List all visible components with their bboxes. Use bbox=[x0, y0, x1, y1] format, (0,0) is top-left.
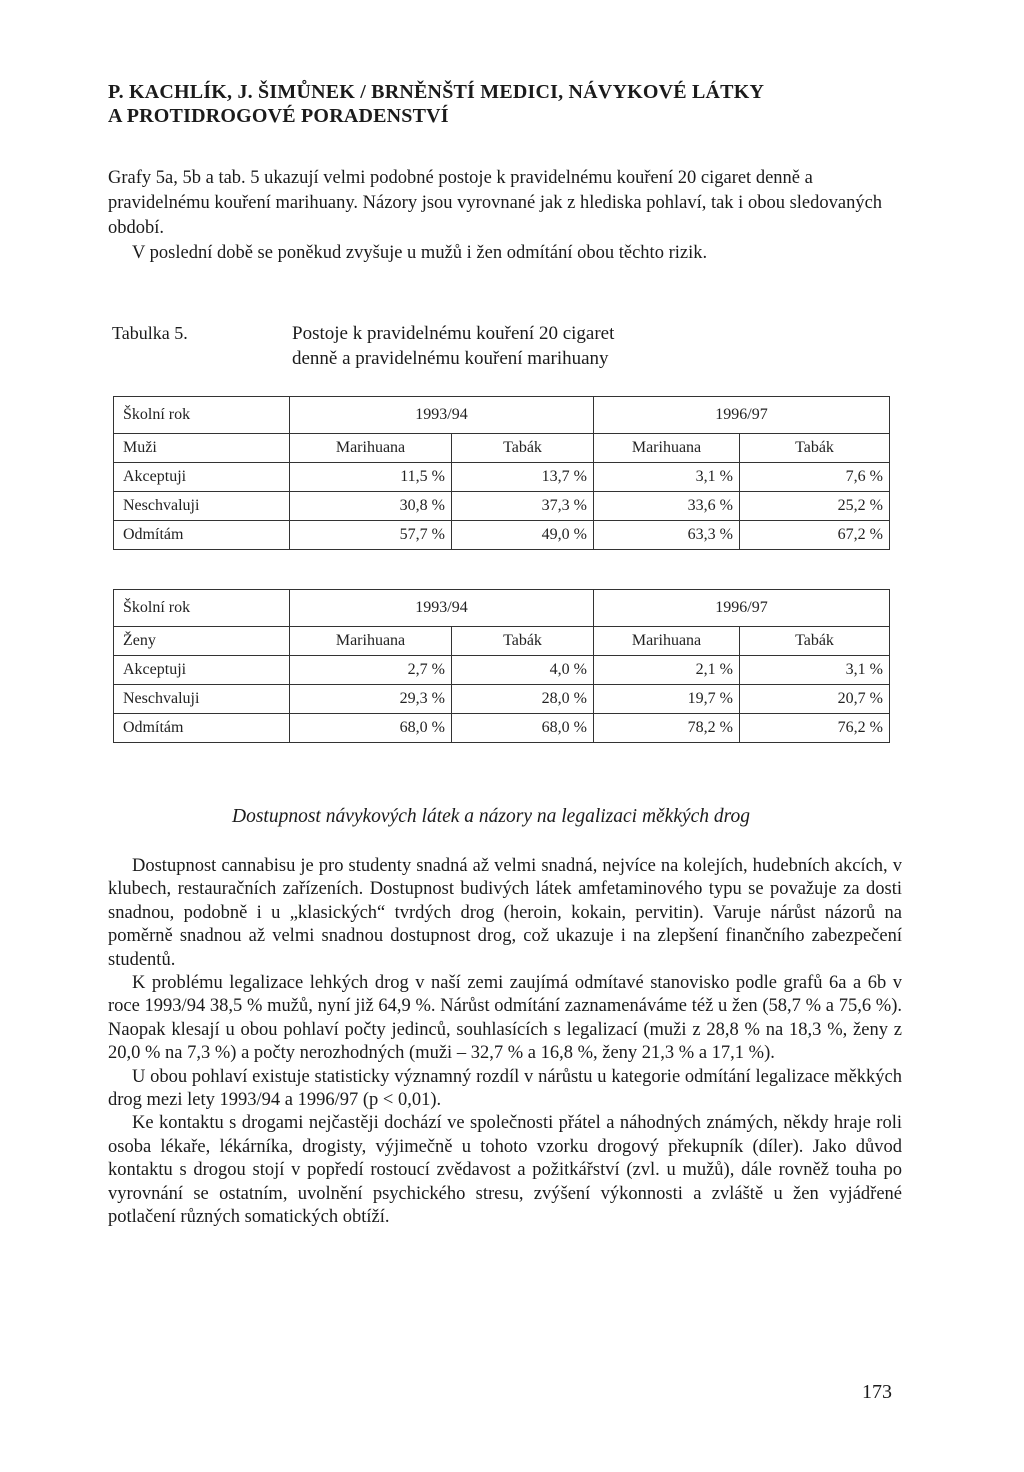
cell-value: 4,0 % bbox=[452, 656, 594, 685]
cell-value: 63,3 % bbox=[594, 521, 740, 550]
cell-value: 29,3 % bbox=[290, 685, 452, 714]
body-paragraph: Ke kontaktu s drogami nejčastěji dochází ve společnosti přátel a náhodných známých, někdy hraje roli osoba lékaře, lékárníka, drogisty, výjimečně u tohoto vzorku drogový překupník (díler). Jako důvod kontaktu s drogou stojí v popředí rostoucí zvědavost a požitkářství (zvl. u mužů), dále rovněž touha po vyrovnání se ostatním, uvolnění psychického stresu, zvýšení výkonnosti a zvláště u žen vyjádřené potlačení různých somatických obtíží. bbox=[108, 1113, 902, 1228]
page-number: 173 bbox=[862, 1381, 892, 1403]
section-title: Dostupnost návykových látek a názory na legalizaci měkkých drog bbox=[232, 806, 751, 827]
row-label: Akceptuji bbox=[114, 656, 290, 685]
table-row bbox=[114, 656, 890, 685]
subheader-tabak: Tabák bbox=[740, 434, 890, 463]
running-head bbox=[108, 80, 908, 128]
table-caption bbox=[292, 321, 812, 371]
intro-text bbox=[108, 166, 908, 266]
row-label: Odmítám bbox=[114, 714, 290, 743]
cell-value: 68,0 % bbox=[452, 714, 594, 743]
subheader-tabak: Tabák bbox=[452, 434, 594, 463]
table-row-years bbox=[114, 590, 890, 627]
school-year-label: Školní rok bbox=[114, 590, 290, 627]
row-label: Neschvaluji bbox=[114, 492, 290, 521]
year-1996-97: 1996/97 bbox=[594, 397, 890, 434]
cell-value: 28,0 % bbox=[452, 685, 594, 714]
subheader-marihuana: Marihuana bbox=[594, 434, 740, 463]
cell-value: 67,2 % bbox=[740, 521, 890, 550]
table-row bbox=[114, 492, 890, 521]
intro-paragraph-1: Grafy 5a, 5b a tab. 5 ukazují velmi podobné postoje k pravidelnému kouření 20 cigaret denně a pravidelnému kouření marihuany. Názory jsou vyrovnané jak z hlediska pohlaví, tak i obou sledovaných období. bbox=[108, 168, 883, 238]
cell-value: 3,1 % bbox=[740, 656, 890, 685]
table-row bbox=[114, 463, 890, 492]
table-caption-line-1: Postoje k pravidelnému kouření 20 cigaret bbox=[292, 323, 615, 344]
running-head-line-1: P. KACHLÍK, J. ŠIMŮNEK / BRNĚNŠTÍ MEDICI, NÁVYKOVÉ LÁTKY bbox=[108, 81, 765, 103]
year-1993-94: 1993/94 bbox=[290, 397, 594, 434]
row-label: Neschvaluji bbox=[114, 685, 290, 714]
table-caption-line-2: denně a pravidelnému kouření marihuany bbox=[292, 348, 609, 369]
subheader-marihuana: Marihuana bbox=[594, 627, 740, 656]
cell-value: 25,2 % bbox=[740, 492, 890, 521]
group-label-women: Ženy bbox=[114, 627, 290, 656]
cell-value: 2,1 % bbox=[594, 656, 740, 685]
table-men bbox=[113, 396, 890, 550]
table-row bbox=[114, 714, 890, 743]
table-row bbox=[114, 521, 890, 550]
cell-value: 7,6 % bbox=[740, 463, 890, 492]
body-paragraph: U obou pohlaví existuje statisticky významný rozdíl v nárůstu u kategorie odmítání legalizace měkkých drog mezi lety 1993/94 a 1996/97 (p < 0,01). bbox=[108, 1066, 902, 1111]
body-paragraph: Dostupnost cannabisu je pro studenty snadná až velmi snadná, nejvíce na kolejích, hudebních akcích, v klubech, restauračních zařízeních. Dostupnost budivých látek amfetaminového typu se považuje za dosti snadnou, podobně i u „klasických“ tvrdých drog (heroin, kokain, pervitin). Varuje nárůst názorů na poměrně snadnou až velmi snadnou dostupnost drog, což ukazuje i na zlepšení finančního zabezpečení studentů. bbox=[108, 856, 902, 970]
subheader-tabak: Tabák bbox=[452, 627, 594, 656]
group-label-men: Muži bbox=[114, 434, 290, 463]
intro-paragraph-2: V poslední době se poněkud zvyšuje u mužů i žen odmítání obou těchto rizik. bbox=[132, 243, 708, 263]
row-label: Akceptuji bbox=[114, 463, 290, 492]
cell-value: 33,6 % bbox=[594, 492, 740, 521]
running-head-line-2: A PROTIDROGOVÉ PORADENSTVÍ bbox=[108, 105, 449, 127]
cell-value: 68,0 % bbox=[290, 714, 452, 743]
table-label: Tabulka 5. bbox=[112, 323, 188, 343]
year-1996-97: 1996/97 bbox=[594, 590, 890, 627]
cell-value: 78,2 % bbox=[594, 714, 740, 743]
row-label: Odmítám bbox=[114, 521, 290, 550]
cell-value: 2,7 % bbox=[290, 656, 452, 685]
year-1993-94: 1993/94 bbox=[290, 590, 594, 627]
table-row-substances bbox=[114, 627, 890, 656]
cell-value: 30,8 % bbox=[290, 492, 452, 521]
table-row-years bbox=[114, 397, 890, 434]
school-year-label: Školní rok bbox=[114, 397, 290, 434]
cell-value: 49,0 % bbox=[452, 521, 594, 550]
body-text bbox=[108, 855, 902, 1230]
cell-value: 20,7 % bbox=[740, 685, 890, 714]
cell-value: 13,7 % bbox=[452, 463, 594, 492]
table-row-substances bbox=[114, 434, 890, 463]
table-women bbox=[113, 589, 890, 743]
cell-value: 37,3 % bbox=[452, 492, 594, 521]
cell-value: 11,5 % bbox=[290, 463, 452, 492]
body-paragraph: K problému legalizace lehkých drog v naší zemi zaujímá odmítavé stanovisko podle grafů 6a a 6b v roce 1993/94 38,5 % mužů, nyní již 64,9 %. Nárůst odmítání zaznamenáváme též u žen (58,7 % a 75,6 %). Naopak klesají u obou pohlaví počty jedinců, souhlasících s legalizací (muži z 28,8 % na 18,3 %, ženy z 20,0 % na 7,3 %) a počty nerozhodných (muži – 32,7 % a 16,8 %, ženy 21,3 % a 17,1 %). bbox=[108, 973, 902, 1064]
subheader-tabak: Tabák bbox=[740, 627, 890, 656]
subheader-marihuana: Marihuana bbox=[290, 627, 452, 656]
subheader-marihuana: Marihuana bbox=[290, 434, 452, 463]
cell-value: 76,2 % bbox=[740, 714, 890, 743]
table-row bbox=[114, 685, 890, 714]
cell-value: 57,7 % bbox=[290, 521, 452, 550]
cell-value: 3,1 % bbox=[594, 463, 740, 492]
cell-value: 19,7 % bbox=[594, 685, 740, 714]
